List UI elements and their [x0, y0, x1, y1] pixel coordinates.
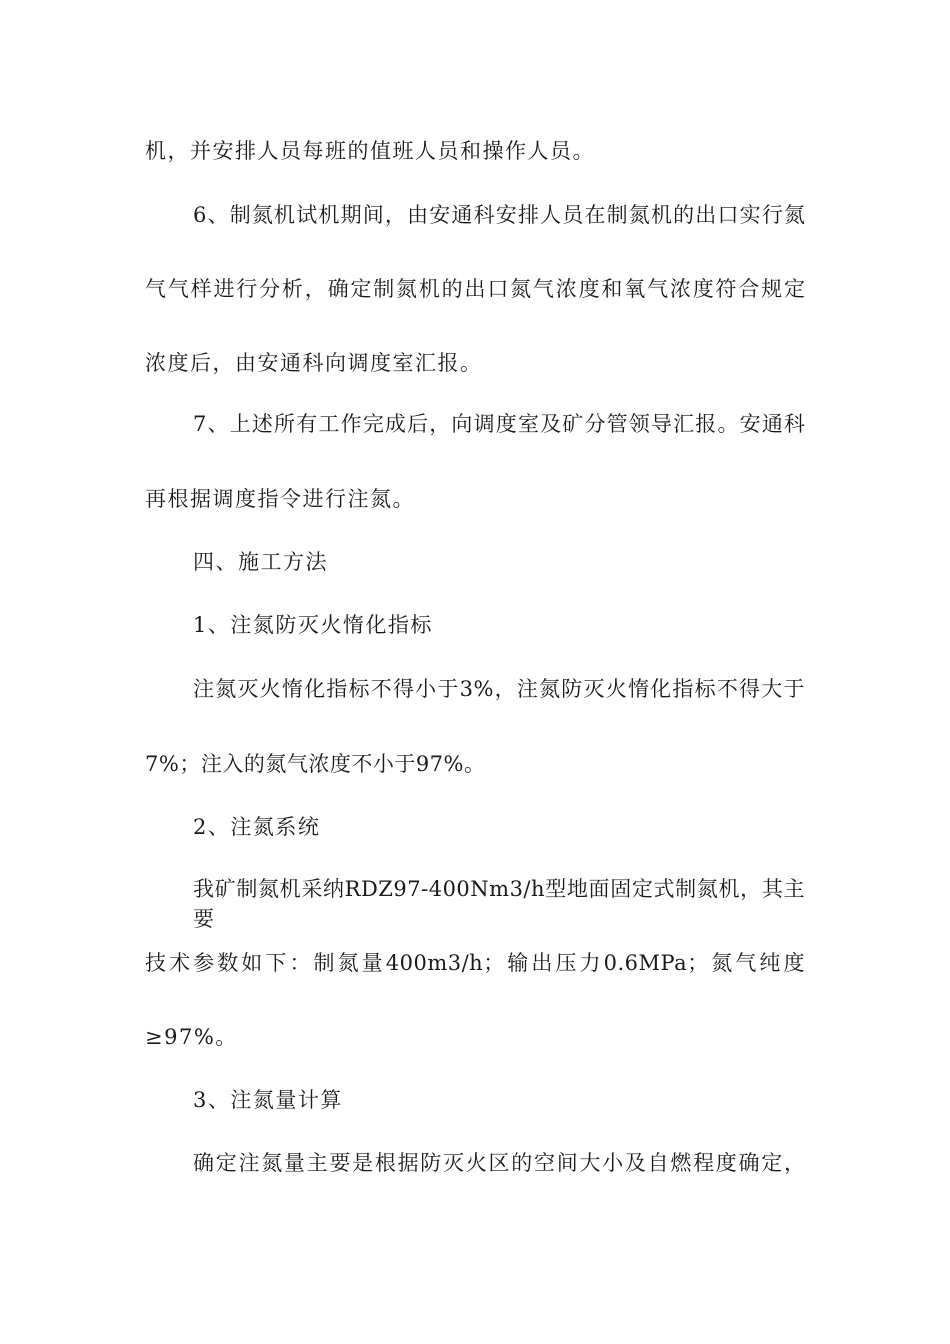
paragraph-line: 再根据调度指令进行注氮。	[145, 487, 415, 511]
paragraph-line: 气气样进行分析，确定制氮机的出口氮气浓度和氧气浓度符合规定	[145, 277, 805, 301]
paragraph-line: 6、制氮机试机期间，由安通科安排人员在制氮机的出口实行氮	[193, 203, 805, 227]
paragraph-line: 机，并安排人员每班的值班人员和操作人员。	[145, 139, 595, 163]
paragraph-line: 我矿制氮机采纳RDZ97-400Nm3/h型地面固定式制氮机，其主要	[193, 877, 805, 931]
paragraph-line: 7%；注入的氮气浓度不小于97%。	[145, 752, 486, 776]
subsection-heading: 2、注氮系统	[193, 815, 321, 839]
subsection-heading: 1、注氮防灭火惰化指标	[193, 613, 433, 637]
subsection-heading: 3、注氮量计算	[193, 1088, 343, 1112]
paragraph-line: 技术参数如下：制氮量400m3/h；输出压力0.6MPa；氮气纯度	[145, 951, 805, 975]
section-heading: 四、施工方法	[193, 550, 328, 574]
paragraph-line: 浓度后，由安通科向调度室汇报。	[145, 351, 483, 375]
paragraph-line: 注氮灭火惰化指标不得小于3%，注氮防灭火惰化指标不得大于	[193, 677, 805, 701]
paragraph-line: 7、上述所有工作完成后，向调度室及矿分管领导汇报。安通科	[193, 412, 805, 436]
paragraph-line: ≥97%。	[145, 1025, 238, 1049]
paragraph-line: 确定注氮量主要是根据防灭火区的空间大小及自燃程度确定，	[193, 1151, 805, 1175]
